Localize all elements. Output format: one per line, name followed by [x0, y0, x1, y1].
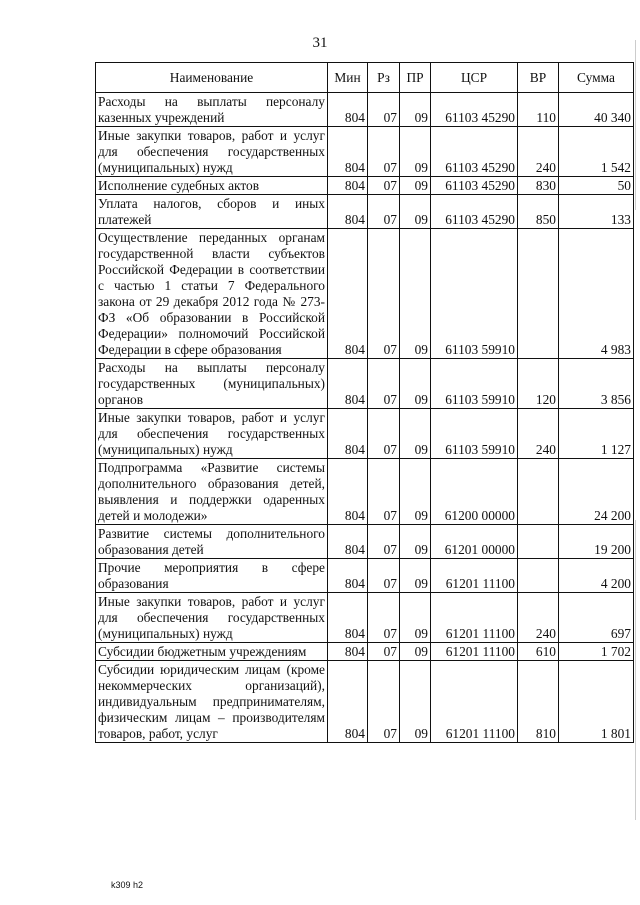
cell-sum: 1 702: [559, 643, 634, 661]
cell-min: 804: [328, 559, 368, 593]
cell-pr: 09: [400, 525, 431, 559]
cell-vr: 120: [518, 359, 559, 409]
cell-min: 804: [328, 93, 368, 127]
cell-rz: 07: [368, 459, 400, 525]
cell-pr: 09: [400, 559, 431, 593]
cell-vr: 240: [518, 127, 559, 177]
header-vr: ВР: [518, 63, 559, 93]
scan-edge-line: [635, 520, 636, 820]
cell-vr: [518, 229, 559, 359]
cell-csr: 61201 00000: [431, 525, 518, 559]
cell-name: Осуществление переданных органам государственной власти субъектов Российской Федерации в соответствии с частью 1 статьи 7 Федерального закона от 29 декабря 2012 года № 273-ФЗ «Об образовании в Российской Федерации» полномочий Российской Федерации в сфере образования: [96, 229, 328, 359]
cell-sum: 697: [559, 593, 634, 643]
cell-vr: 240: [518, 593, 559, 643]
cell-vr: 240: [518, 409, 559, 459]
table-row: [96, 177, 634, 195]
cell-min: 804: [328, 229, 368, 359]
cell-rz: 07: [368, 643, 400, 661]
header-rz: Рз: [368, 63, 400, 93]
cell-min: 804: [328, 409, 368, 459]
cell-csr: 61201 11100: [431, 559, 518, 593]
cell-vr: 830: [518, 177, 559, 195]
cell-rz: 07: [368, 195, 400, 229]
cell-rz: 07: [368, 359, 400, 409]
cell-name: Уплата налогов, сборов и иных платежей: [96, 195, 328, 229]
cell-vr: 610: [518, 643, 559, 661]
cell-pr: 09: [400, 459, 431, 525]
header-name: Наименование: [96, 63, 328, 93]
cell-sum: 1 542: [559, 127, 634, 177]
table-row: [96, 593, 634, 643]
cell-sum: 4 983: [559, 229, 634, 359]
cell-pr: 09: [400, 177, 431, 195]
cell-csr: 61201 11100: [431, 661, 518, 743]
table-row: [96, 195, 634, 229]
cell-name: Подпрограмма «Развитие системы дополнительного образования детей, выявления и поддержки одаренных детей и молодежи»: [96, 459, 328, 525]
cell-pr: 09: [400, 93, 431, 127]
cell-name: Развитие системы дополнительного образования детей: [96, 525, 328, 559]
cell-vr: [518, 459, 559, 525]
cell-sum: 40 340: [559, 93, 634, 127]
cell-csr: 61200 00000: [431, 459, 518, 525]
cell-csr: 61103 45290: [431, 195, 518, 229]
header-pr: ПР: [400, 63, 431, 93]
page-number: 31: [312, 35, 328, 51]
cell-csr: 61103 59910: [431, 359, 518, 409]
cell-min: 804: [328, 525, 368, 559]
cell-pr: 09: [400, 643, 431, 661]
cell-name: Иные закупки товаров, работ и услуг для обеспечения государственных (муниципальных) нужд: [96, 409, 328, 459]
cell-csr: 61201 11100: [431, 593, 518, 643]
cell-sum: 1 801: [559, 661, 634, 743]
table-row: [96, 127, 634, 177]
cell-sum: 50: [559, 177, 634, 195]
cell-rz: 07: [368, 525, 400, 559]
header-min: Мин: [328, 63, 368, 93]
cell-min: 804: [328, 643, 368, 661]
cell-name: Субсидии юридическим лицам (кроме некоммерческих организаций), индивидуальным предпринимателям, физическим лицам – производителям товаров, работ, услуг: [96, 661, 328, 743]
cell-pr: 09: [400, 195, 431, 229]
cell-vr: 110: [518, 93, 559, 127]
cell-pr: 09: [400, 593, 431, 643]
cell-rz: 07: [368, 559, 400, 593]
cell-vr: 850: [518, 195, 559, 229]
header-sum: Сумма: [559, 63, 634, 93]
table-row: [96, 559, 634, 593]
cell-min: 804: [328, 127, 368, 177]
cell-csr: 61103 59910: [431, 229, 518, 359]
cell-rz: 07: [368, 177, 400, 195]
cell-csr: 61103 45290: [431, 177, 518, 195]
cell-rz: 07: [368, 409, 400, 459]
cell-min: 804: [328, 459, 368, 525]
table-row: [96, 229, 634, 359]
cell-csr: 61201 11100: [431, 643, 518, 661]
cell-name: Расходы на выплаты персоналу государственных (муниципальных) органов: [96, 359, 328, 409]
cell-pr: 09: [400, 661, 431, 743]
table-row: [96, 409, 634, 459]
table-row: [96, 525, 634, 559]
table-row: [96, 359, 634, 409]
cell-rz: 07: [368, 93, 400, 127]
cell-pr: 09: [400, 229, 431, 359]
cell-sum: 4 200: [559, 559, 634, 593]
cell-rz: 07: [368, 661, 400, 743]
cell-min: 804: [328, 177, 368, 195]
cell-name: Иные закупки товаров, работ и услуг для обеспечения государственных (муниципальных) нужд: [96, 127, 328, 177]
scan-edge-line: [635, 40, 636, 210]
cell-pr: 09: [400, 127, 431, 177]
cell-csr: 61103 59910: [431, 409, 518, 459]
cell-sum: 24 200: [559, 459, 634, 525]
cell-csr: 61103 45290: [431, 93, 518, 127]
cell-min: 804: [328, 661, 368, 743]
table-row: [96, 643, 634, 661]
cell-rz: 07: [368, 127, 400, 177]
budget-table: [95, 62, 634, 743]
cell-rz: 07: [368, 593, 400, 643]
cell-vr: [518, 525, 559, 559]
cell-sum: 3 856: [559, 359, 634, 409]
cell-name: Субсидии бюджетным учреждениям: [96, 643, 328, 661]
cell-name: Иные закупки товаров, работ и услуг для обеспечения государственных (муниципальных) нужд: [96, 593, 328, 643]
table-row: [96, 661, 634, 743]
table-row: [96, 459, 634, 525]
cell-sum: 19 200: [559, 525, 634, 559]
table-row: [96, 93, 634, 127]
cell-csr: 61103 45290: [431, 127, 518, 177]
cell-min: 804: [328, 195, 368, 229]
footer-code: k309 h2: [111, 880, 144, 890]
cell-pr: 09: [400, 359, 431, 409]
cell-name: Исполнение судебных актов: [96, 177, 328, 195]
table-header-row: [96, 63, 634, 93]
cell-min: 804: [328, 593, 368, 643]
cell-name: Прочие мероприятия в сфере образования: [96, 559, 328, 593]
cell-name: Расходы на выплаты персоналу казенных учреждений: [96, 93, 328, 127]
header-csr: ЦСР: [431, 63, 518, 93]
cell-rz: 07: [368, 229, 400, 359]
cell-min: 804: [328, 359, 368, 409]
cell-sum: 133: [559, 195, 634, 229]
cell-sum: 1 127: [559, 409, 634, 459]
cell-vr: 810: [518, 661, 559, 743]
cell-pr: 09: [400, 409, 431, 459]
cell-vr: [518, 559, 559, 593]
